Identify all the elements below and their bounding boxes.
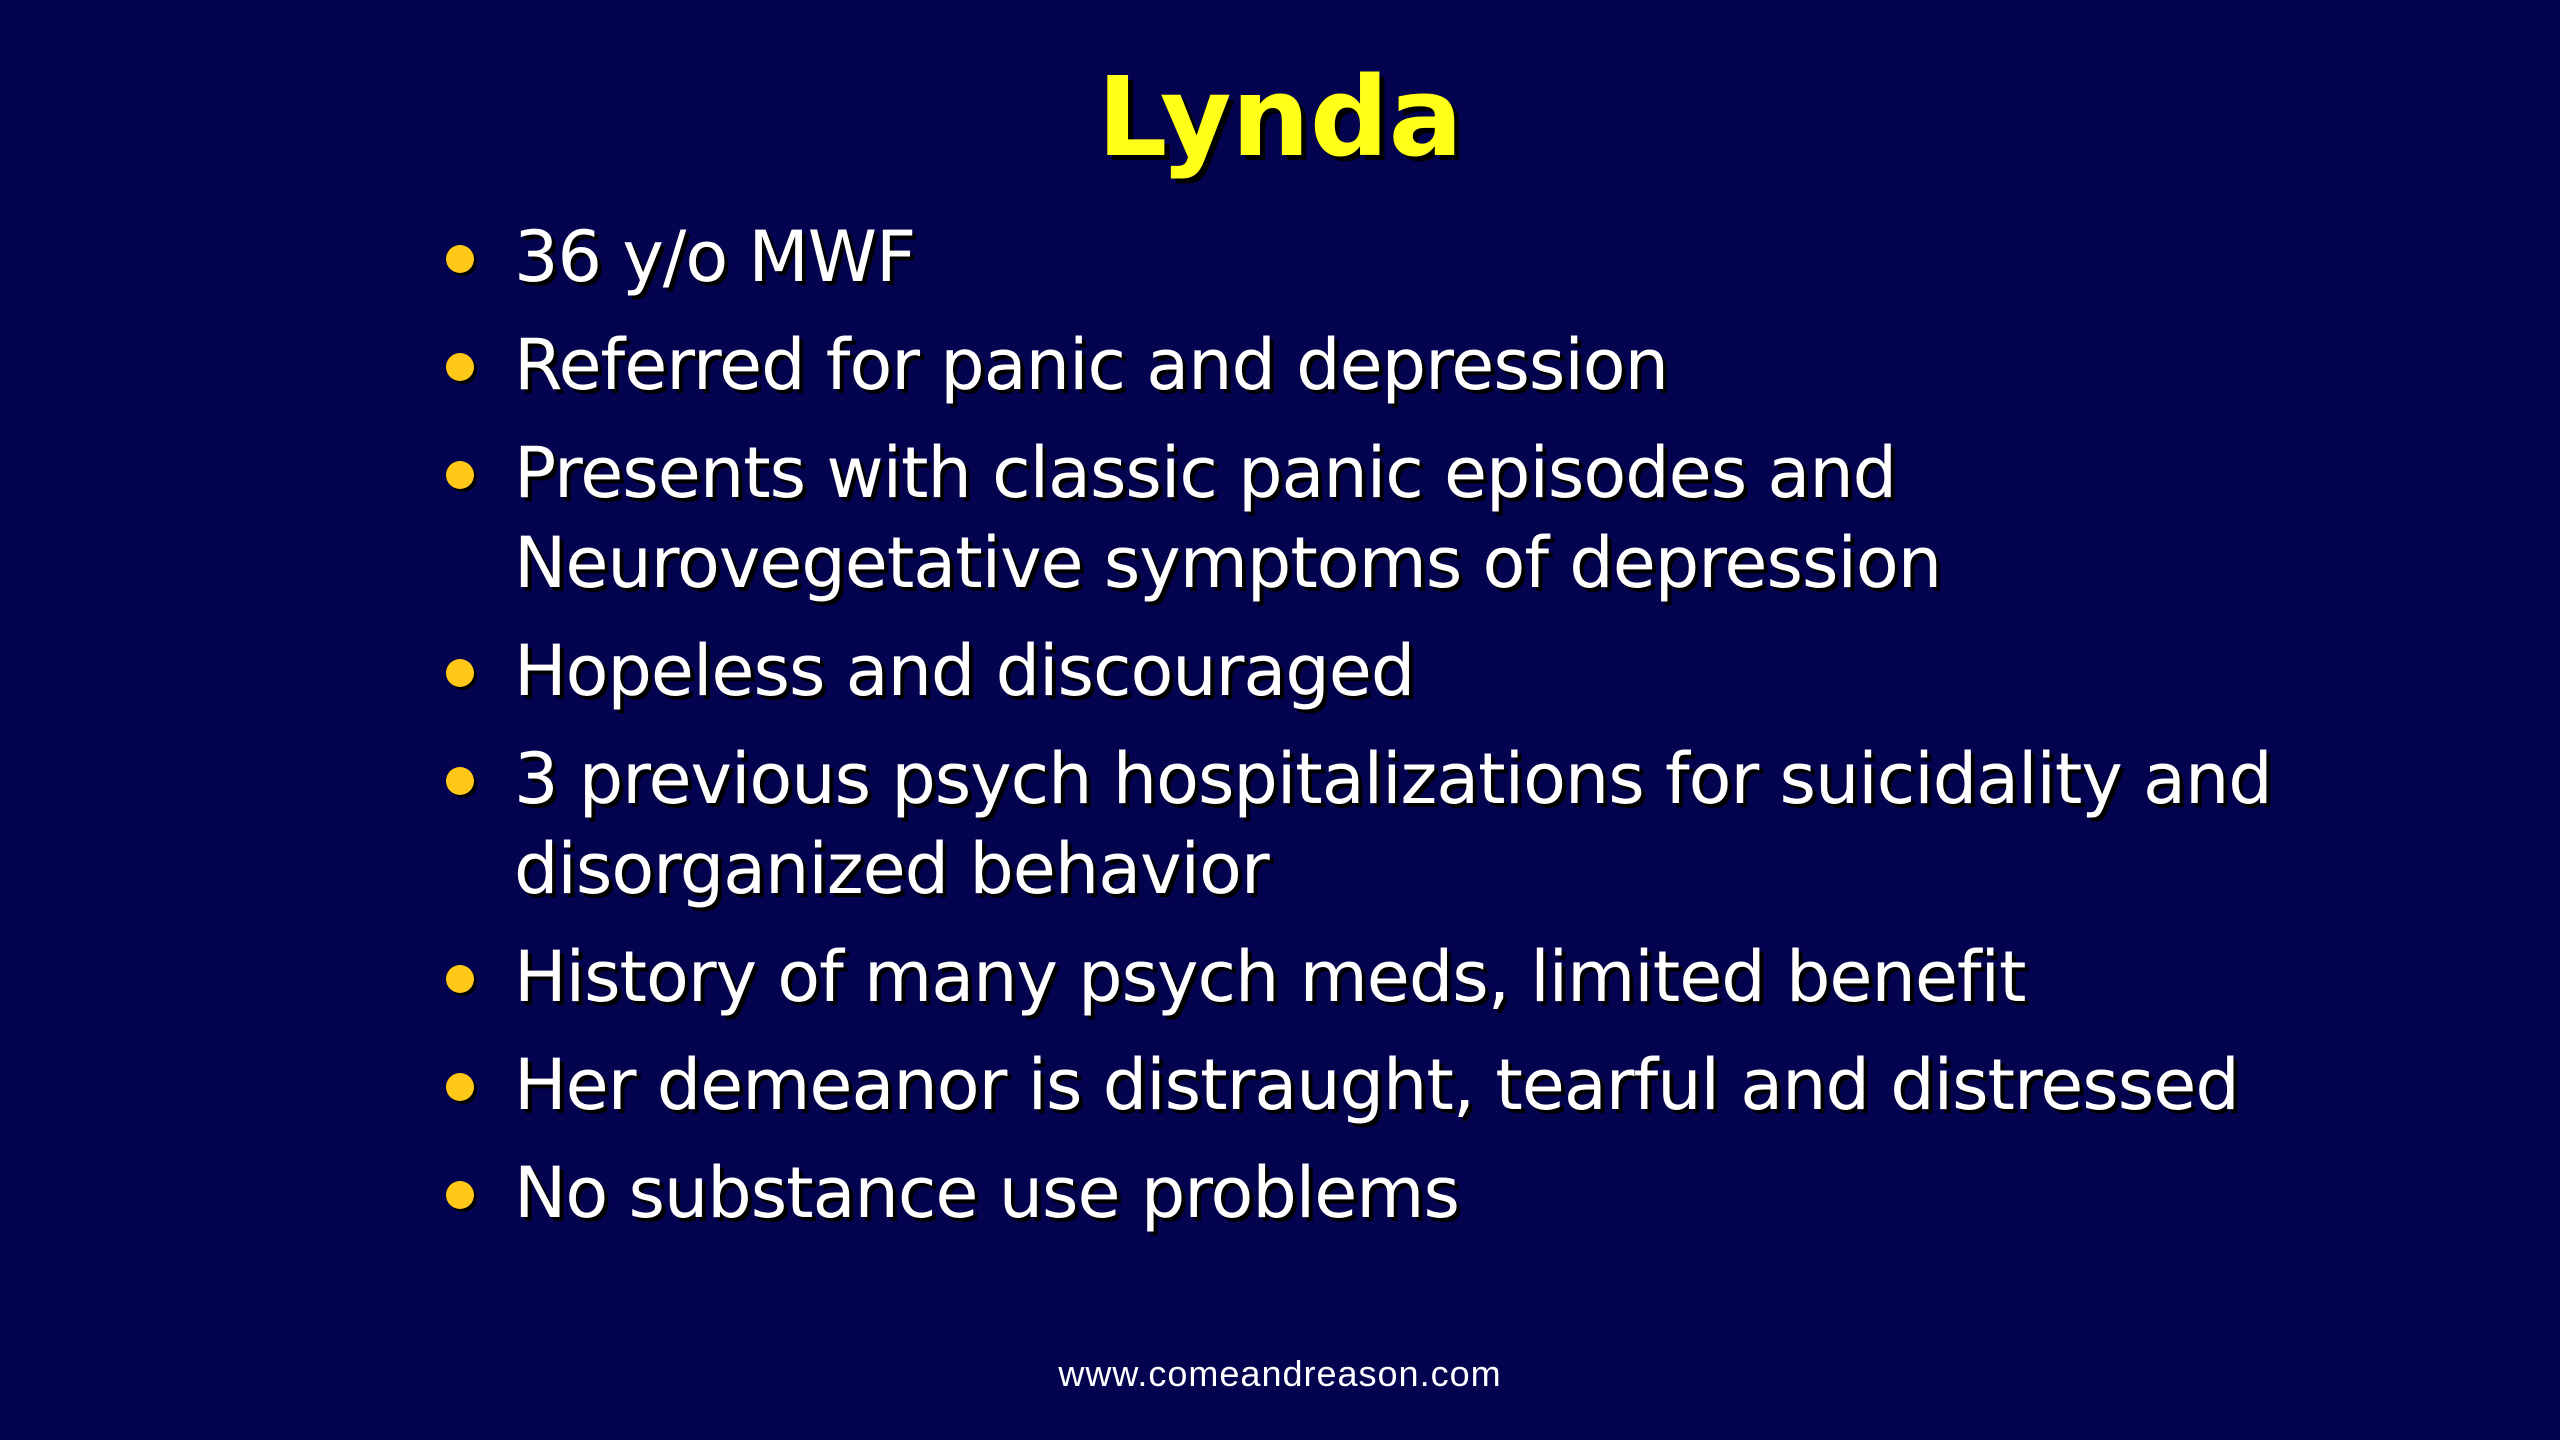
footer-url: www.comeandreason.com	[1058, 1353, 1502, 1394]
bullet-text: No substance use problems	[514, 1152, 1459, 1234]
bullet-dot-icon	[446, 1181, 474, 1209]
bullet-dot-icon	[446, 965, 474, 993]
bullet-item	[440, 428, 2280, 608]
bullet-item	[440, 212, 2280, 302]
bullet-list	[440, 212, 2280, 1256]
bullet-text: Her demeanor is distraught, tearful and distressed	[514, 1044, 2239, 1126]
bullet-dot-icon	[446, 659, 474, 687]
bullet-dot-icon	[446, 461, 474, 489]
bullet-text: Hopeless and discouraged	[514, 630, 1415, 712]
bullet-item	[440, 626, 2280, 716]
bullet-item	[440, 1040, 2280, 1130]
bullet-text: Referred for panic and depression	[514, 324, 1668, 406]
bullet-dot-icon	[446, 1073, 474, 1101]
bullet-item	[440, 320, 2280, 410]
bullet-dot-icon	[446, 245, 474, 273]
bullet-text: History of many psych meds, limited benefit	[514, 936, 2026, 1018]
bullet-text: Presents with classic panic episodes and Neurovegetative symptoms of depression	[514, 432, 1942, 604]
bullet-item	[440, 734, 2280, 914]
bullet-text: 3 previous psych hospitalizations for suicidality and disorganized behavior	[514, 738, 2272, 910]
slide-title: Lynda	[1097, 53, 1463, 181]
bullet-dot-icon	[446, 767, 474, 795]
bullet-item	[440, 932, 2280, 1022]
bullet-item	[440, 1148, 2280, 1238]
bullet-dot-icon	[446, 353, 474, 381]
bullet-text: 36 y/o MWF	[514, 216, 916, 298]
